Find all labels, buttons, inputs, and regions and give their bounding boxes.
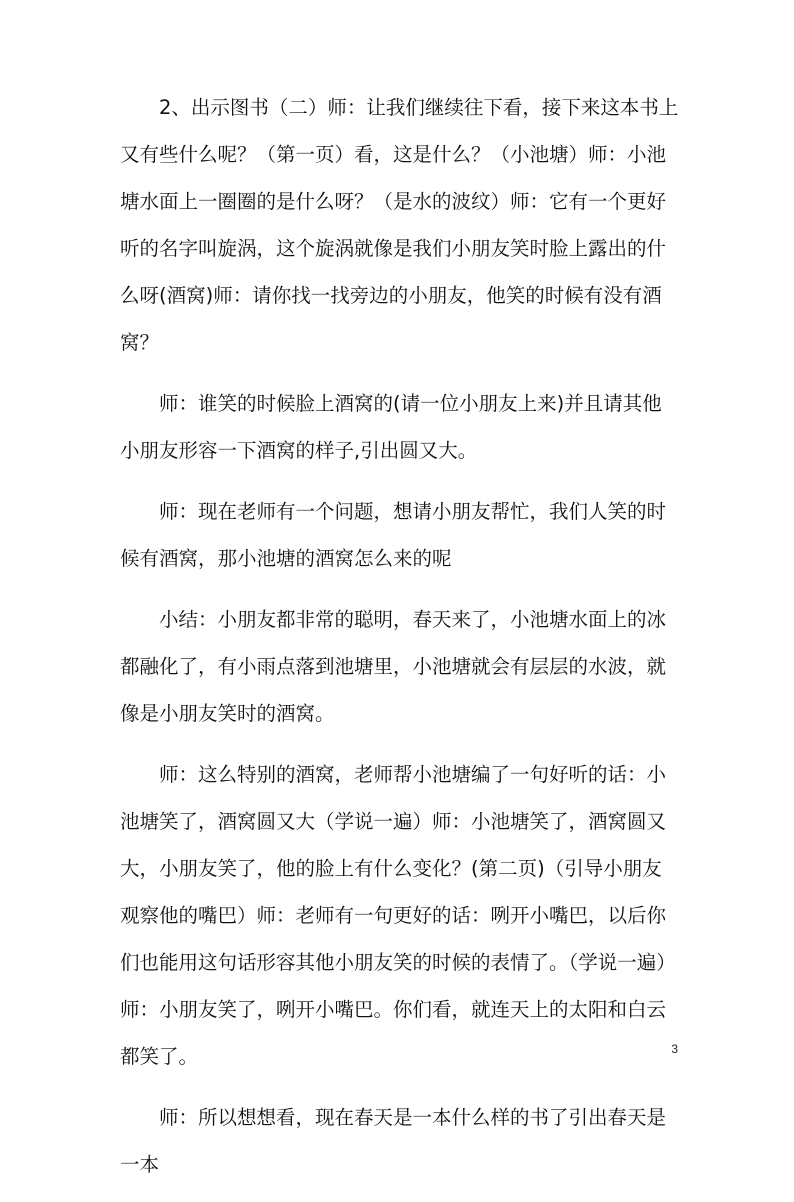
paragraph-2: 师：谁笑的时候脸上酒窝的(请一位小朋友上来)并且请其他小朋友形容一下酒窝的样子,引出圆又大。 bbox=[120, 392, 662, 462]
paragraph-3: 师：现在老师有一个问题，想请小朋友帮忙，我们人笑的时候有酒窝，那小池塘的酒窝怎么来的呢 bbox=[120, 500, 667, 570]
paragraph-6: 师：所以想想看，现在春天是一本什么样的书了引出春天是一本 bbox=[120, 1106, 667, 1176]
paragraph-5: 师：这么特别的酒窝，老师帮小池塘编了一句好听的话：小池塘笑了，酒窝圆又大（学说一遍）师：小池塘笑了，酒窝圆又大，小朋友笑了，他的脸上有什么变化？(第二页)（引导小朋友观察他的嘴巴）师：老师有一句更好的话：咧开小嘴巴，以后你们也能用这句话形容其他小朋友笑的时候的表情了。（学说一遍）师：小朋友笑了，咧开小嘴巴。你们看，就连天上的太阳和白云都笑了。 bbox=[120, 763, 676, 1068]
document-body bbox=[120, 84, 680, 1202]
paragraph-4: 小结：小朋友都非常的聪明，春天来了，小池塘水面上的冰都融化了，有小雨点落到池塘里，小池塘就会有层层的水波，就像是小朋友笑时的酒窝。 bbox=[120, 608, 667, 725]
paragraph-1: 2、出示图书（二）师：让我们继续往下看，接下来这本书上又有些什么呢？（第一页）看，这是什么？（小池塘）师：小池塘水面上一圈圈的是什么呀？（是水的波纹）师：它有一个更好听的名字叫旋涡，这个旋涡就像是我们小朋友笑时脸上露出的什么呀(酒窝)师：请你找一找旁边的小朋友，他笑的时候有没有酒窝？ bbox=[120, 96, 679, 354]
page-number: 3 bbox=[671, 1042, 678, 1056]
